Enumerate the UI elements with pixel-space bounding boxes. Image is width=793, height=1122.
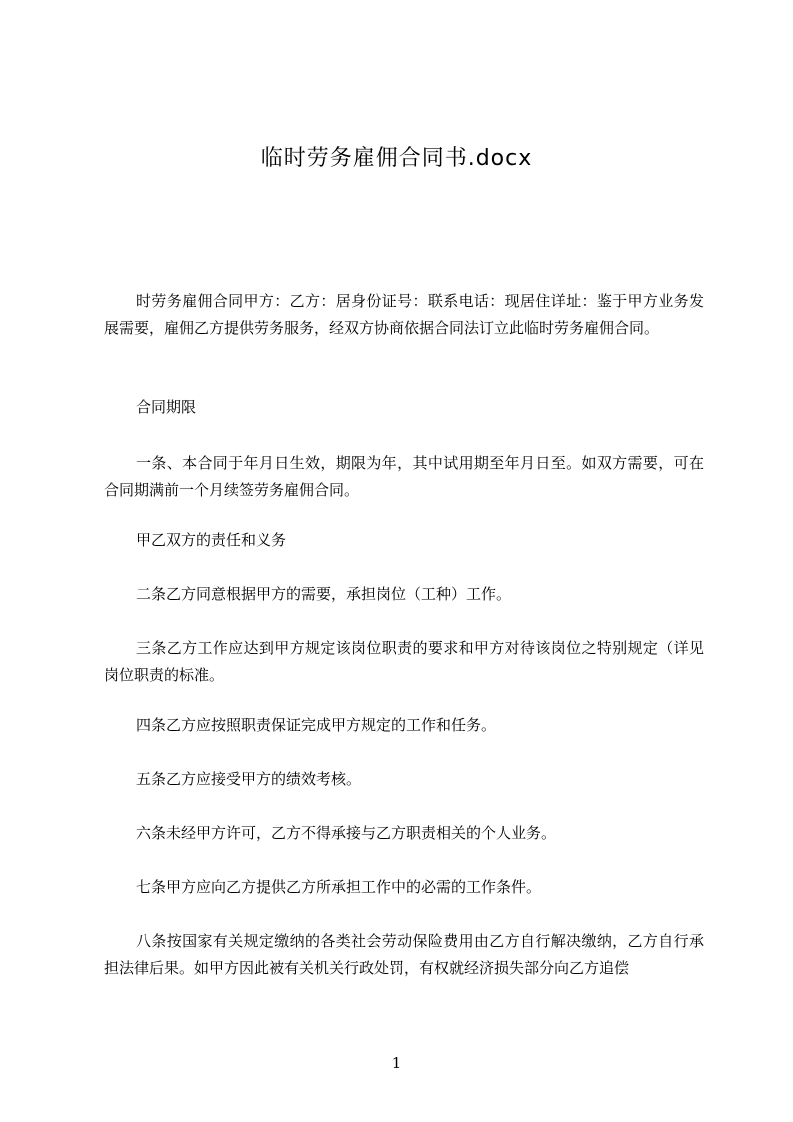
page-number: 1 [391, 1054, 402, 1072]
article-5-paragraph: 五条乙方应接受甲方的绩效考核。 [136, 770, 362, 788]
intro-paragraph: 时劳务雇佣合同甲方：乙方：居身份证号：联系电话：现居住详址：鉴于甲方业务发展需要，雇佣乙方提供劳务服务，经双方协商依据合同法订立此临时劳务雇佣合同。 [104, 292, 704, 337]
document-title: 临时劳务雇佣合同书.docx [260, 146, 533, 171]
article-1-paragraph: 一条、本合同于年月日生效，期限为年，其中试用期至年月日至。如双方需要，可在合同期满前一个月续签劳务雇佣合同。 [104, 454, 704, 499]
article-3-paragraph: 三条乙方工作应达到甲方规定该岗位职责的要求和甲方对待该岗位之特别规定（详见岗位职责的标准。 [104, 639, 704, 684]
section-heading-contract-term: 合同期限 [136, 398, 197, 416]
article-6-paragraph: 六条未经甲方许可，乙方不得承接与乙方职责相关的个人业务。 [136, 824, 557, 842]
article-8-paragraph: 八条按国家有关规定缴纳的各类社会劳动保险费用由乙方自行解决缴纳，乙方自行承担法律后果。如甲方因此被有关机关行政处罚，有权就经济损失部分向乙方追偿 [104, 932, 704, 977]
article-4-paragraph: 四条乙方应按照职责保证完成甲方规定的工作和任务。 [136, 716, 497, 734]
article-2-paragraph: 二条乙方同意根据甲方的需要，承担岗位（工种）工作。 [136, 585, 512, 603]
article-7-paragraph: 七条甲方应向乙方提供乙方所承担工作中的必需的工作条件。 [136, 878, 542, 896]
section-heading-responsibilities: 甲乙双方的责任和义务 [136, 531, 287, 549]
